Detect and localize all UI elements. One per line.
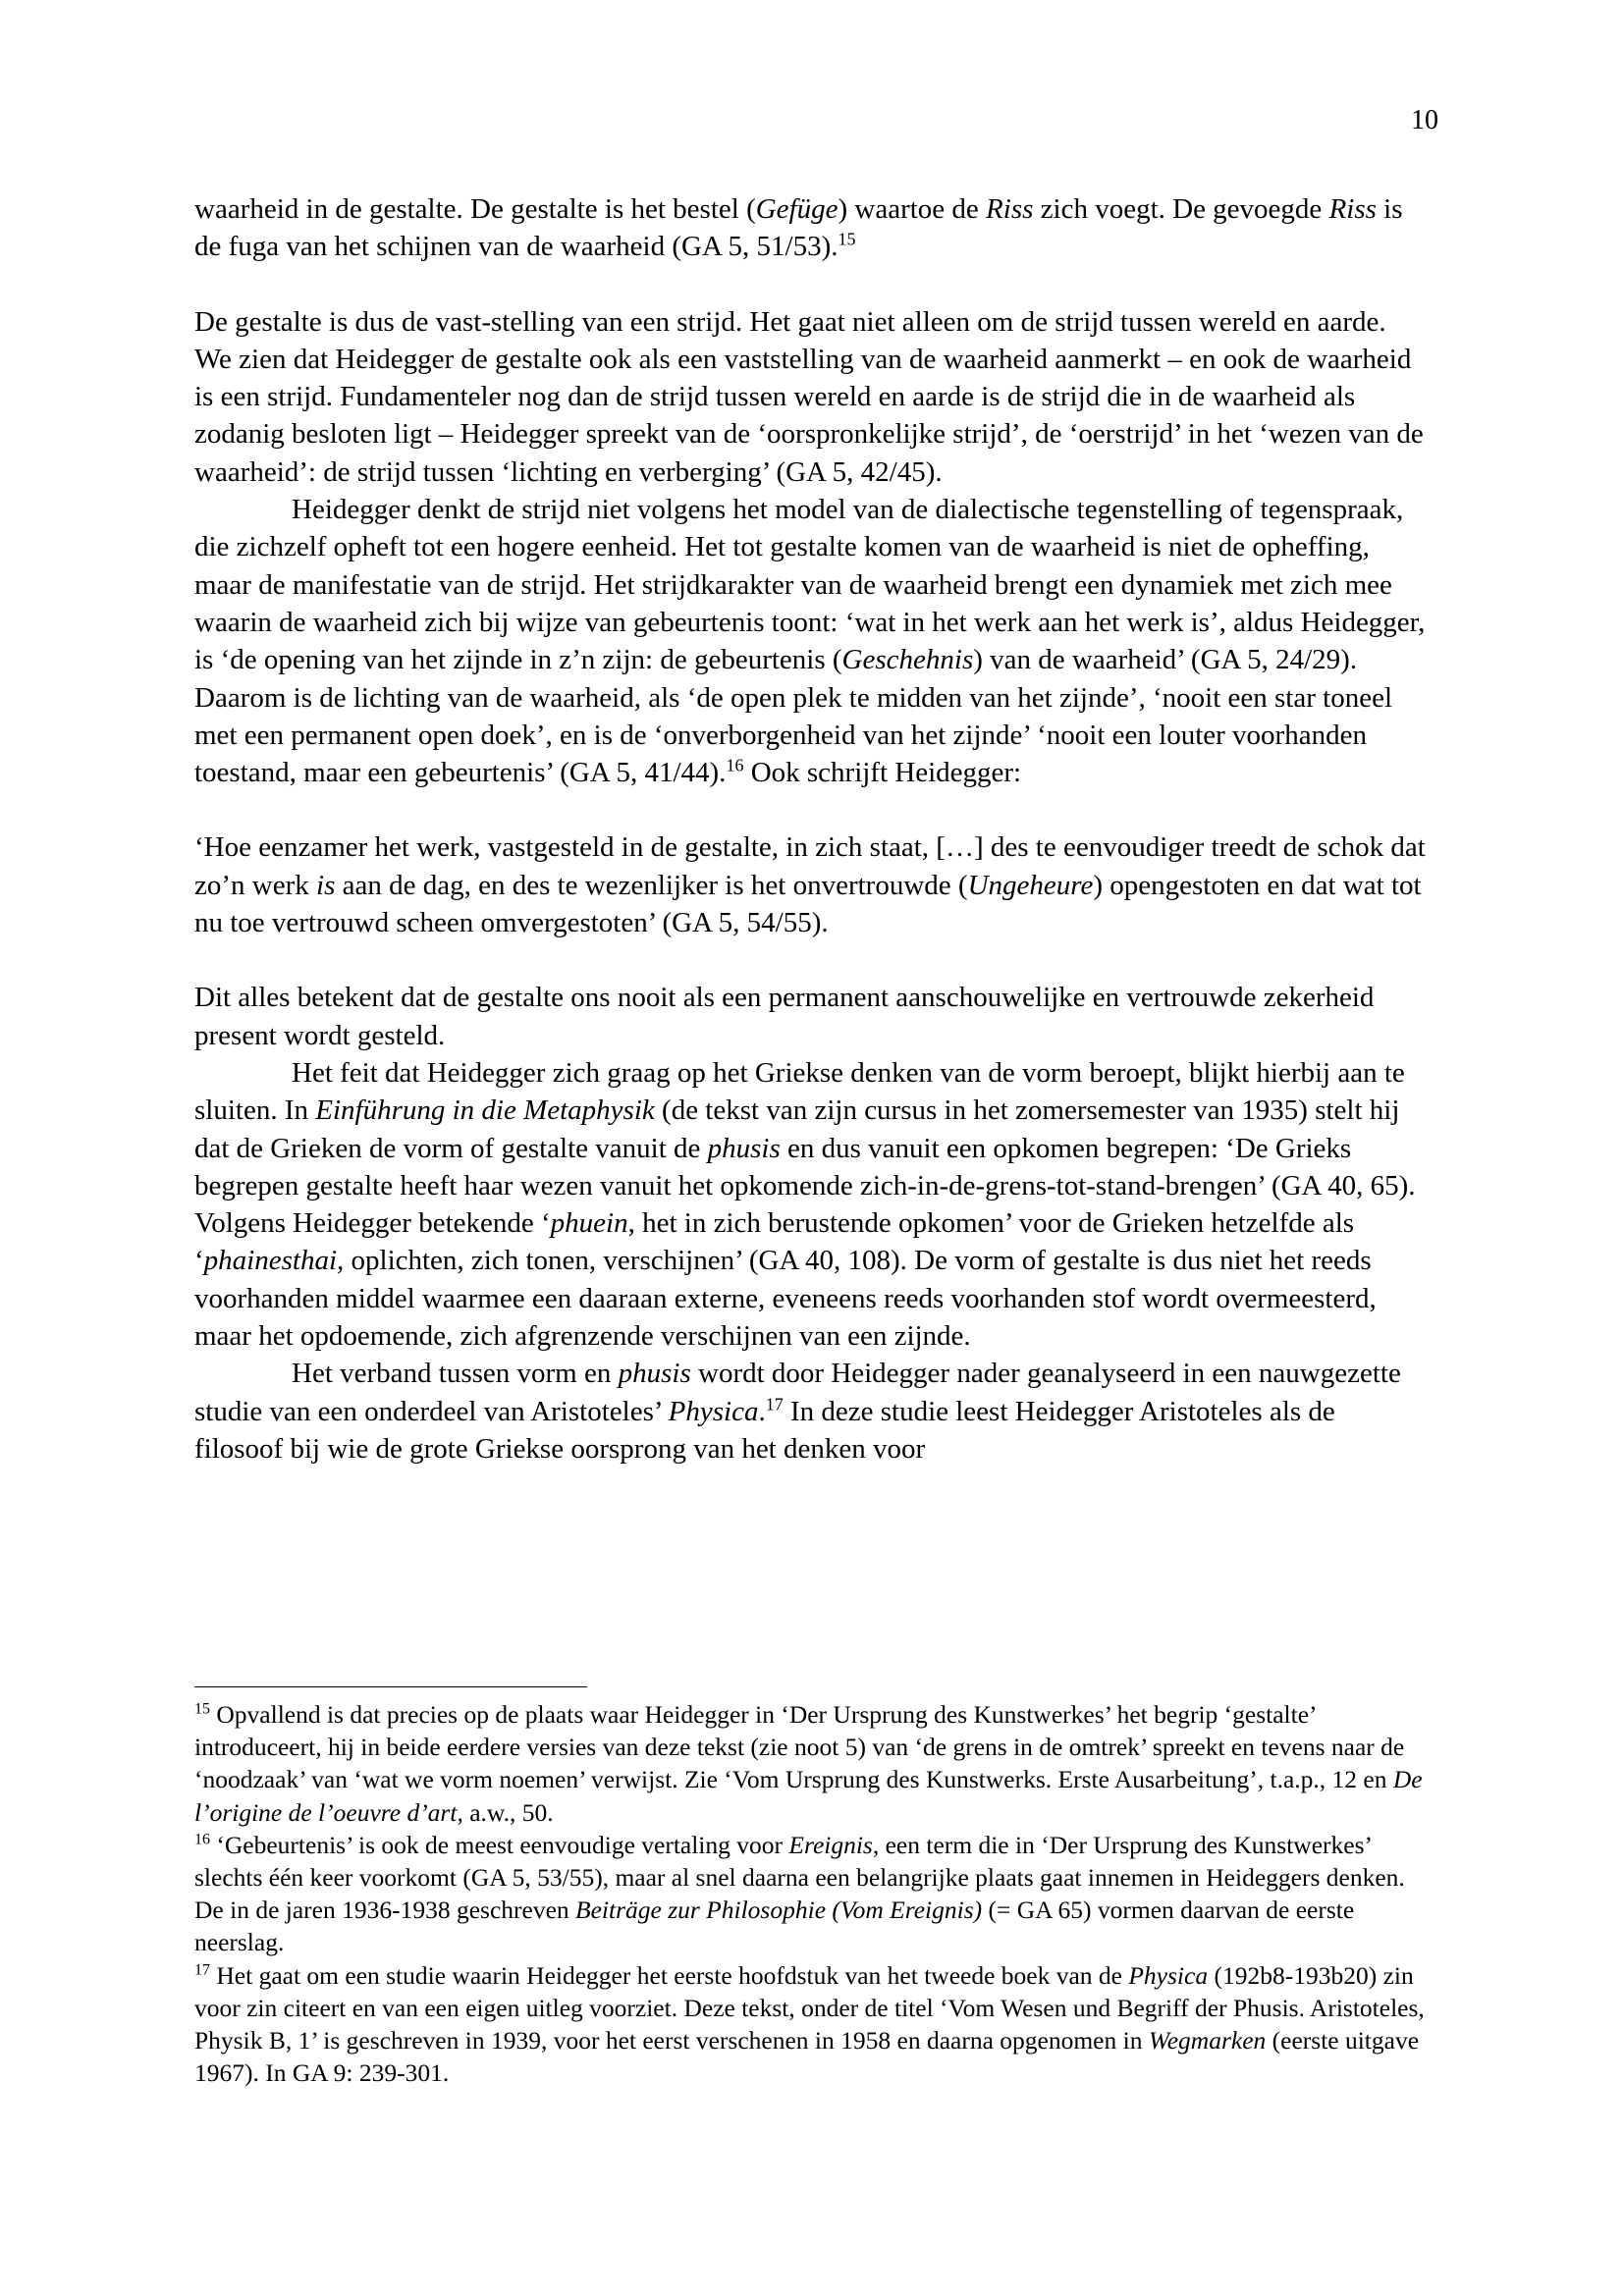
text-run: (eerste uitgave 1967). In GA 9: 239-301. (194, 2026, 1420, 2088)
text-run: (192b8-193b20) zin voor zin citeert en van een eigen uitleg voorziet. Deze tekst, onder de titel ‘Vom Wesen und Begriff der Phusis. Aristoteles, Physik B, 1’ is geschreven in 1939, voor het eerst verschenen in 1958 en daarna opgenomen in (194, 1960, 1425, 2056)
text-run: Het gaat om een studie waarin Heidegger het eerste hoofdstuk van het tweede boek van de (210, 1960, 1129, 1990)
text-run: ‘Hoe eenzamer het werk, vastgesteld in de gestalte, in zich staat, […] des te eenvoudiger treedt de schok dat zo’n werk (194, 831, 1426, 901)
italic-term: is (316, 869, 336, 901)
italic-title: De l’origine de l’oeuvre d’art (194, 1765, 1423, 1827)
text-run: In deze studie leest Heidegger Aristoteles als de filosoof bij wie de grote Griekse oorsprong van het denken voor (194, 1395, 1335, 1465)
text-run: (= GA 65) vormen daarvan de eerste neerslag. (194, 1896, 1355, 1957)
footnote-number: 17 (194, 1961, 210, 1979)
paragraph-3: Dit alles betekent dat de gestalte ons nooit als een permanent aanschouwelijke en vertrouwde zekerheid present wordt gesteld. (194, 982, 1375, 1051)
footnote-15 (194, 1698, 1430, 1829)
footnotes (194, 1698, 1430, 2089)
text-run: Opvallend is dat precies op de plaats waar Heidegger in ‘Der Ursprung des Kunstwerkes’ het begrip ‘gestalte’ introduceert, hij in beide eerdere versies van deze tekst (zie noot 5) van ‘de grens in de omtrek’ spreekt en tevens naar de ‘noodzaak’ van ‘wat we vorm noemen’ verwijst. Zie ‘Vom Ursprung des Kunstwerks. Erste Ausarbeitung’, t.a.p., 12 en (194, 1700, 1405, 1794)
italic-term: Gefüge (755, 193, 839, 225)
footnote-ref-15[interactable]: 15 (838, 229, 856, 249)
text-run: ) opengestoten en dat wat tot nu toe vertrouwd scheen omvergestoten’ (GA 5, 54/55). (194, 869, 1422, 939)
footnote-number: 15 (194, 1700, 210, 1718)
text-run: waarheid in de gestalte. De gestalte is het bestel ( (194, 193, 756, 225)
text-run: Heidegger denkt de strijd niet volgens het model van de dialectische tegenstelling of tegenspraak, die zichzelf opheft tot een hogere eenheid. Het tot gestalte komen van de waarheid is niet de opheffing, maar de manifestatie van de strijd. Het strijdkarakter van de waarheid brengt een dynamiek met zich mee waarin de waarheid zich bij wijze van gebeurtenis toont: ‘wat in het werk aan het werk is’, aldus Heidegger, is ‘de opening van het zijnde in z’n zijn: de gebeurtenis ( (194, 494, 1426, 676)
paragraph-4 (194, 1054, 1430, 1355)
italic-term: phusis (618, 1358, 691, 1390)
footnote-ref-17[interactable]: 17 (765, 1393, 784, 1414)
footnote-17 (194, 1959, 1430, 2090)
text-run: ‘Gebeurtenis’ is ook de meest eenvoudige vertaling voor (210, 1830, 789, 1859)
text-run: Het feit dat Heidegger zich graag op het Griekse denken van de vorm beroept, blijkt hierbij aan te sluiten. In (194, 1056, 1405, 1127)
block-quote-2 (194, 828, 1430, 941)
italic-term: Ungeheure (967, 869, 1094, 901)
text-run: Het verband tussen vorm en (292, 1358, 619, 1390)
italic-title: Wegmarken (1148, 2026, 1267, 2056)
text-run: , a.w., 50. (457, 1797, 554, 1827)
paragraph-1: De gestalte is dus de vast-stelling van een strijd. Het gaat niet alleen om de strijd tussen wereld en aarde. We zien dat Heidegger de gestalte ook als een vaststelling van de waarheid aanmerkt – en ook de waarheid is een strijd. Fundamenteler nog dan de strijd tussen wereld en aarde is de strijd die in de waarheid als zodanig besloten ligt – Heidegger spreekt van de ‘oorspronkelijke strijd’, de ‘oerstrijd’ in het ‘wezen van de waarheid’: de strijd tussen ‘lichting en verberging’ (GA 5, 42/45). (194, 305, 1424, 488)
italic-term: Riss (1328, 193, 1377, 225)
text-run: ) van de waarheid’ (GA 5, 24/29). Daarom is de lichting van de waarheid, als ‘de open plek te midden van het zijnde’, ‘nooit een star toneel met een permanent open doek’, en is de ‘onverborgenheid van het zijnde’ ‘nooit een louter voorhanden toestand, maar een gebeurtenis’ (GA 5, 41/44). (194, 644, 1392, 789)
text-run: ) waartoe de (838, 193, 987, 225)
paragraph-5 (194, 1355, 1430, 1468)
footnote-ref-16[interactable]: 16 (726, 755, 744, 775)
text-run: aan de dag, en des te wezenlijker is het onvertrouwde ( (335, 869, 968, 901)
footnote-separator (194, 1686, 587, 1687)
italic-term: Ereignis (788, 1830, 873, 1859)
footnote-number: 16 (194, 1831, 210, 1848)
text-run: (de tekst van zijn cursus in het zomersemester van 1935) stelt hij dat de Grieken de vorm of gestalte vanuit de (194, 1095, 1400, 1164)
main-text (194, 190, 1430, 1468)
page-number: 10 (1411, 105, 1438, 135)
italic-term: phuein (550, 1207, 628, 1240)
italic-term: Physica (668, 1395, 759, 1427)
italic-term: phusis (707, 1132, 781, 1164)
italic-title: Beiträge zur Philosophie (Vom Ereignis) (575, 1896, 983, 1925)
text-run: , een term die in ‘Der Ursprung des Kunstwerkes’ slechts één keer voorkomt (GA 5, 53/55), maar al snel daarna een belangrijke plaats gaat innemen in Heideggers denken. De in de jaren 1936-1938 geschreven (194, 1830, 1405, 1925)
text-run: zich voegt. De gevoegde (1033, 193, 1329, 225)
text-run: en dus vanuit een opkomen begrepen: ‘De Grieks begrepen gestalte heeft haar wezen vanuit het opkomende zich-in-de-grens-tot-stand-brengen’ (GA 40, 65). Volgens Heidegger betekende ‘ (194, 1132, 1416, 1240)
text-run: wordt door Heidegger nader geanalyseerd in een nauwgezette studie van een onderdeel van Aristoteles’ (194, 1358, 1401, 1427)
italic-term: Geschehnis (841, 644, 974, 676)
paragraph-2 (194, 491, 1430, 791)
text-run: , oplichten, zich tonen, verschijnen’ (GA 40, 108). De vorm of gestalte is dus niet het reeds voorhanden middel waarmee een daaraan externe, eveneens reeds voorhanden stof wordt overmeesterd, maar het opdoemende, zich afgrenzende verschijnen van een zijnde. (194, 1245, 1377, 1353)
text-run: is de fuga van het schijnen van de waarheid (GA 5, 51/53). (194, 193, 1403, 263)
text-run: Ook schrijft Heidegger: (743, 757, 1022, 789)
italic-term: Riss (986, 193, 1034, 225)
italic-title: Physica (1128, 1960, 1209, 1990)
text-run: , het in zich berustende opkomen’ voor de Grieken hetzelfde als ‘ (194, 1207, 1355, 1277)
text-run: . (758, 1395, 766, 1427)
italic-term: Einführung in die Metaphysik (315, 1095, 655, 1127)
italic-term: phainesthai (203, 1245, 338, 1277)
block-quote-1 (194, 190, 1430, 266)
footnote-16 (194, 1829, 1430, 1959)
